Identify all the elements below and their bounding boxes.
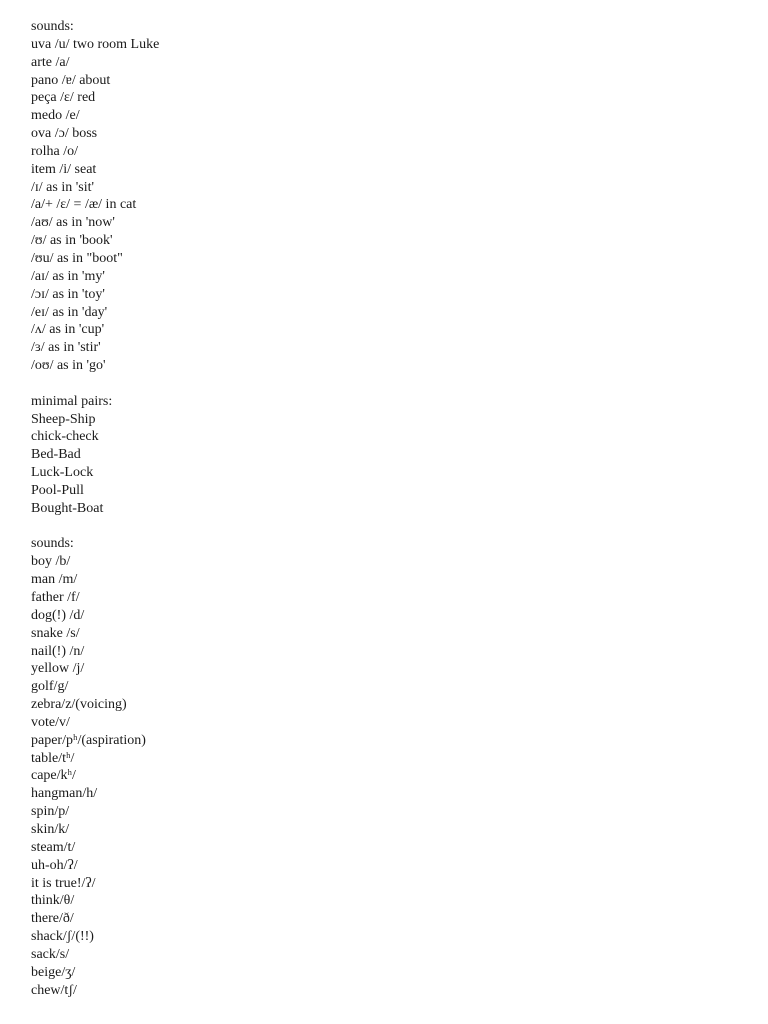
section-heading: sounds: [31,536,74,552]
section-heading: sounds: [31,19,74,34]
text-line: shack/ʃ/(!!) [31,929,94,945]
text-line: steam/t/ [31,839,76,855]
text-line: hangman/h/ [31,786,98,802]
text-line: golf/g/ [31,679,69,695]
document-page [31,18,159,999]
text-line: pano /ɐ/ about [31,72,111,88]
text-line: beige/ʒ/ [31,964,76,980]
text-line: father /f/ [31,590,80,605]
text-line: /aʊ/ as in 'now' [31,215,115,231]
text-line: ova /ɔ/ boss [31,126,98,142]
text-line: item /i/ seat [31,161,97,177]
consonant-sounds-section [31,535,159,999]
vowel-sounds-section [31,18,159,375]
text-line: medo /e/ [31,108,80,124]
minimal-pairs-section [31,393,159,518]
text-line: /ʊ/ as in 'book' [31,233,113,249]
text-line: Pool-Pull [31,482,84,498]
text-line: /ɜ/ as in 'stir' [31,340,101,356]
text-line: think/θ/ [31,893,75,909]
text-line: chew/tʃ/ [31,982,77,998]
text-line: /ɔɪ/ as in 'toy' [31,286,105,302]
text-line: peça /ɛ/ red [31,90,96,106]
text-line: chick-check [31,429,99,445]
text-line: dog(!) /d/ [31,607,85,623]
text-line: boy /b/ [31,554,71,570]
text-line: Sheep-Ship [31,411,96,427]
text-line: snake /s/ [31,625,80,641]
text-line: it is true!/ʔ/ [31,875,96,891]
text-line: there/ð/ [31,911,74,927]
text-line: arte /a/ [31,54,70,70]
text-line: Bed-Bad [31,447,81,463]
text-line: Luck-Lock [31,465,94,481]
text-line: man /m/ [31,572,78,588]
text-line: rolha /o/ [31,143,79,159]
text-line: Bought-Boat [31,500,104,516]
text-line: /eɪ/ as in 'day' [31,304,108,320]
text-line: /ʌ/ as in 'cup' [31,322,105,338]
text-line: /a/+ /ɛ/ = /æ/ in cat [31,197,137,213]
text-line: table/tʰ/ [31,750,75,766]
section-heading: minimal pairs: [31,393,113,409]
text-line: skin/k/ [31,821,70,837]
text-line: /oʊ/ as in 'go' [31,358,106,374]
text-line: spin/p/ [31,804,70,820]
text-line: /ɪ/ as in 'sit' [31,179,94,195]
text-line: yellow /j/ [31,661,85,677]
text-line: sack/s/ [31,946,70,962]
text-line: nail(!) /n/ [31,643,85,659]
text-line: /ʊu/ as in "boot" [31,250,123,266]
text-line: /aɪ/ as in 'my' [31,268,105,284]
text-line: uh-oh/ʔ/ [31,857,78,873]
text-line: vote/v/ [31,714,70,730]
text-line: cape/kʰ/ [31,768,76,784]
text-line: zebra/z/(voicing) [31,697,127,713]
text-line: uva /u/ two room Luke [31,36,160,52]
text-line: paper/pʰ/(aspiration) [31,732,146,748]
